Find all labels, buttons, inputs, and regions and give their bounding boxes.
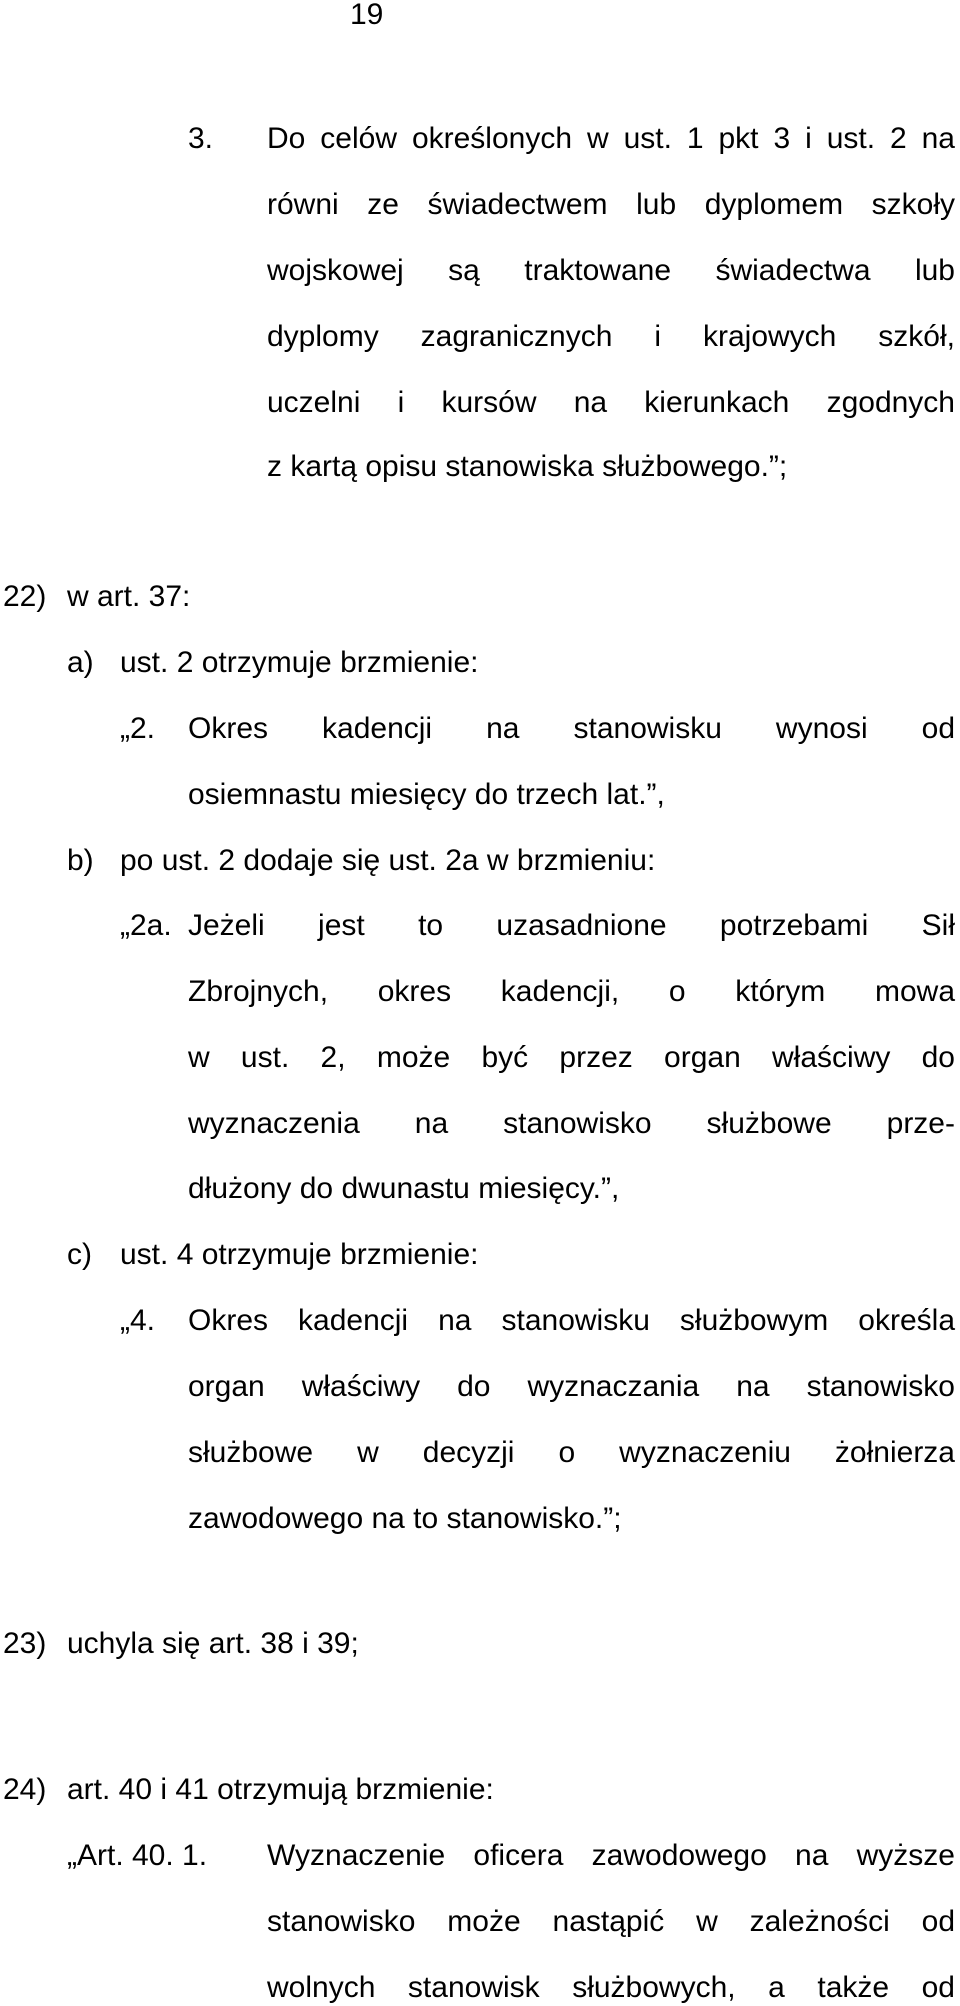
item-3-line: z kartą opisu stanowiska służbowego.”;: [267, 450, 788, 483]
quote-2-line: osiemnastu miesięcy do trzech lat.”,: [188, 778, 665, 811]
letter-b-text: po ust. 2 dodaje się ust. 2a w brzmieniu:: [120, 844, 656, 877]
letter-a-label: a): [67, 646, 94, 679]
quote-4-line: służbowe w decyzji o wyznaczeniu żołnierza: [188, 1436, 955, 1469]
point-24-label: 24): [3, 1773, 47, 1806]
item-3-line: uczelni i kursów na kierunkach zgodnych: [267, 386, 955, 419]
point-22-label: 22): [3, 580, 47, 613]
letter-c-text: ust. 4 otrzymuje brzmienie:: [120, 1238, 479, 1271]
art-40-line: stanowisko może nastąpić w zależności od: [267, 1905, 955, 1938]
point-24-text: art. 40 i 41 otrzymują brzmienie:: [67, 1773, 494, 1806]
point-23-label: 23): [3, 1627, 47, 1660]
letter-a-text: ust. 2 otrzymuje brzmienie:: [120, 646, 479, 679]
letter-b-label: b): [67, 844, 94, 877]
quote-4-line: zawodowego na to stanowisko.”;: [188, 1502, 622, 1535]
quote-2a-line: w ust. 2, może być przez organ właściwy do: [188, 1041, 955, 1074]
quote-2a-label: „2a.: [120, 909, 172, 942]
page-number: 19: [350, 0, 384, 31]
item-3-line: równi ze świadectwem lub dyplomem szkoły: [267, 188, 955, 221]
quote-2a-line: dłużony do dwunastu miesięcy.”,: [188, 1172, 620, 1205]
quote-4-line: Okres kadencji na stanowisku służbowym określa: [188, 1304, 955, 1337]
letter-c-label: c): [67, 1238, 92, 1271]
quote-2a-line: Jeżeli jest to uzasadnione potrzebami Sił: [188, 909, 955, 942]
art-40-label: „Art. 40. 1.: [67, 1839, 208, 1872]
quote-2a-line: Zbrojnych, okres kadencji, o którym mowa: [188, 975, 955, 1008]
quote-4-label: „4.: [120, 1304, 156, 1337]
art-40-line: Wyznaczenie oficera zawodowego na wyższe: [267, 1839, 955, 1872]
quote-2-label: „2.: [120, 712, 156, 745]
art-40-line: wolnych stanowisk służbowych, a także od: [267, 1971, 955, 2004]
point-22-text: w art. 37:: [67, 580, 191, 613]
point-23-text: uchyla się art. 38 i 39;: [67, 1627, 359, 1660]
item-3-label: 3.: [188, 122, 214, 155]
item-3-line: Do celów określonych w ust. 1 pkt 3 i ust. 2 na: [267, 122, 955, 155]
item-3-line: dyplomy zagranicznych i krajowych szkół,: [267, 320, 955, 353]
quote-4-line: organ właściwy do wyznaczania na stanowisko: [188, 1370, 955, 1403]
quote-2-line: Okres kadencji na stanowisku wynosi od: [188, 712, 955, 745]
quote-2a-line: wyznaczenia na stanowisko służbowe prze-: [188, 1107, 955, 1140]
item-3-line: wojskowej są traktowane świadectwa lub: [267, 254, 955, 287]
